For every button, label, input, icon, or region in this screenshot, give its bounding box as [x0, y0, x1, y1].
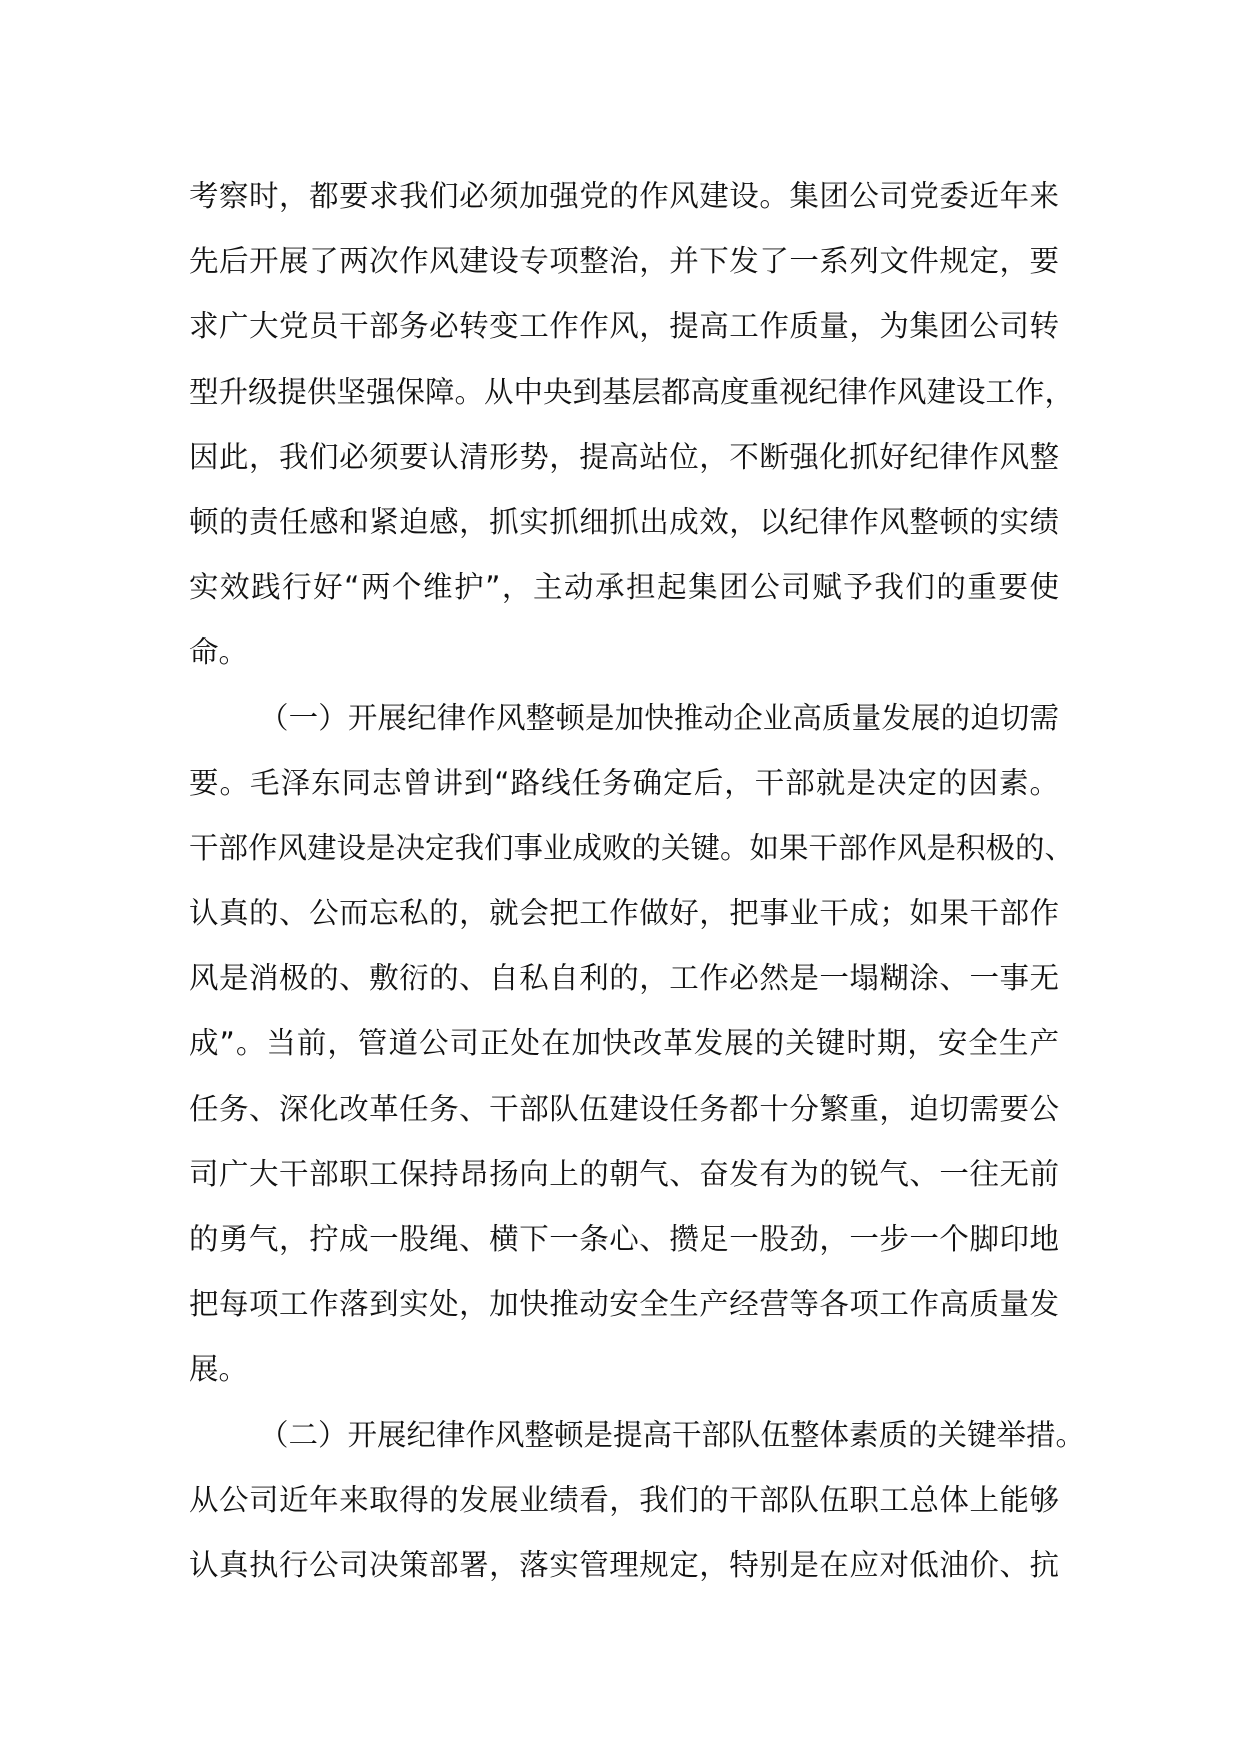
text-line: 因此，我们必须要认清形势，提高站位，不断强化抓好纪律作风整: [189, 439, 1059, 474]
text-line: 认真执行公司决策部署，落实管理规定，特别是在应对低油价、抗: [189, 1547, 1059, 1582]
section-heading-line: （一）开展纪律作风整顿是加快推动企业高质量发展的迫切需: [259, 700, 1059, 735]
text-line: 认真的、公而忘私的，就会把工作做好，把事业干成；如果干部作: [189, 896, 1059, 931]
text-line: 从公司近年来取得的发展业绩看，我们的干部队伍职工总体上能够: [189, 1482, 1059, 1517]
text-line: 先后开展了两次作风建设专项整治，并下发了一系列文件规定，要: [189, 244, 1059, 279]
body-text: [189, 164, 1086, 1598]
text-line: 求广大党员干部务必转变工作作风，提高工作质量，为集团公司转: [189, 309, 1059, 344]
text-line: 要。毛泽东同志曾讲到“路线任务确定后，干部就是决定的因素。: [189, 765, 1059, 800]
text-line: 任务、深化改革任务、干部队伍建设任务都十分繁重，迫切需要公: [189, 1091, 1059, 1126]
text-line: 考察时，都要求我们必须加强党的作风建设。集团公司党委近年来: [189, 179, 1059, 213]
text-line: 干部作风建设是决定我们事业成败的关键。如果干部作风是积极的、: [189, 830, 1075, 865]
paragraph-end-line: 展。: [189, 1352, 249, 1387]
section-heading-line: （二）开展纪律作风整顿是提高干部队伍整体素质的关键举措。: [259, 1417, 1086, 1452]
text-line: 型升级提供坚强保障。从中央到基层都高度重视纪律作风建设工作，: [189, 374, 1075, 409]
text-line: 把每项工作落到实处，加快推动安全生产经营等各项工作高质量发: [189, 1287, 1059, 1322]
text-line: 顿的责任感和紧迫感，抓实抓细抓出成效，以纪律作风整顿的实绩: [189, 504, 1059, 539]
text-line: 的勇气，拧成一股绳、横下一条心、攒足一股劲，一步一个脚印地: [189, 1222, 1059, 1256]
text-line: 司广大干部职工保持昂扬向上的朝气、奋发有为的锐气、一往无前: [189, 1156, 1059, 1191]
text-line: 成”。当前，管道公司正处在加快改革发展的关键时期，安全生产: [189, 1026, 1059, 1061]
text-line: 风是消极的、敷衍的、自私自利的，工作必然是一塌糊涂、一事无: [189, 961, 1059, 996]
text-line: 实效践行好“两个维护”，主动承担起集团公司赋予我们的重要使: [189, 570, 1059, 605]
paragraph-end-line: 命。: [189, 635, 249, 670]
